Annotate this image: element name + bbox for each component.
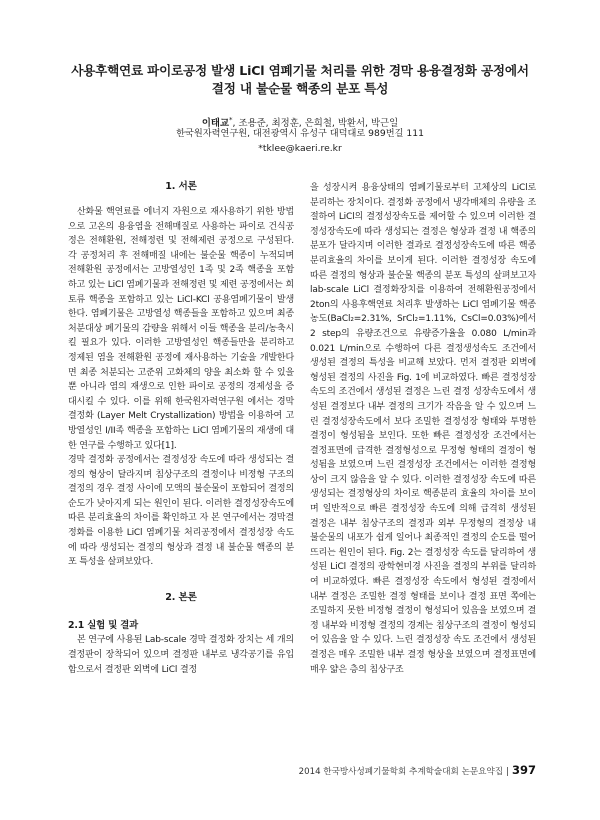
title-line-2: 결정 내 불순물 핵종의 분포 특성 <box>211 81 389 96</box>
section-heading-main: 2. 본론 <box>165 591 197 603</box>
co-authors: , 조용준, 최정훈, 은희철, 박환서, 박근일 <box>232 118 399 130</box>
footer-separator: | <box>506 767 509 777</box>
paper-title <box>40 62 560 98</box>
left-column <box>68 180 294 677</box>
experiment-paragraph-continued: 을 성장시켜 용융상태의 염폐기물로부터 고체상의 LiCl로 분리하는 장치이다. 결정화 공정에서 냉각매체의 유량을 조절하여 LiCl의 결정성장속도를 제어할 수 있으며 이러한 결정성장속도에 따라 생성되는 결정은 형상과 결정 내 핵종의 분포가 달라지며 이러한 결과로 결정성장속도에 따른 핵종분리효율의 차이를 보이게 된다. 이러한 결정성장 속도에 따른 결정의 형상과 불순물 핵종의 분포 특성의 살펴보고자 lab-scale LiCl 결정화장치를 이용하여 전해환원공정에서 2ton의 사용후핵연료 처리후 발생하는 LiCl 염폐기물 핵종농도(BaCl₂=2.31%, SrCl₂=1.11%, CsCl=0.03%)에서 2 step의 유량조건으로 유량증가율을 0.080 L/min과 0.021 L/min으로 수행하여 다른 결정생성속도 조건에서 생성된 결정의 특성을 비교해 보았다. 먼저 결정판 외벽에 형성된 결정의 사진을 Fig. 1에 비교하였다. 빠른 결정성장 속도의 조건에서 생성된 결정은 느린 결정 성장속도에서 생성된 결정보다 내부 결정의 크기가 작음을 알 수 있으며 느린 결정성장속도에서 보다 조밀한 결정성장 형태와 투명한 결정이 형성됨을 보인다. 또한 빠른 결정성장 조건에서는 결정표면에 급격한 결정형성으로 무정형 형태의 결정이 형성됨을 보였으며 느린 결정성장 조건에서는 이러한 결정형상이 크지 않음을 알 수 있다. 이러한 결정성장 속도에 따른 생성되는 결정형상의 차이로 핵종분리 효율의 차이를 보이며 일반적으로 빠른 결정성장 속도에 의해 급격히 생성된 결정은 내부 침상구조의 결정과 외부 무정형의 결정상 내 불순물의 내포가 쉽게 일어나 최종적인 결정의 순도를 떨어뜨리는 원인이 된다. Fig. 2는 결정성장 속도를 달리하여 생성된 LiCl 결정의 광학현미경 사진을 결정의 부위를 달리하여 비교하였다. 빠른 결정성장 속도에서 형성된 결정에서 내부 결정은 조밀한 결정 형태를 보이나 결정 표면 쪽에는 조밀하지 못한 비정형 결정이 형성되어 있음을 보였으며 결정 내부와 비정형 결정의 경계는 침상구조의 결정이 형성되어 있음을 알 수 있다. 느린 결정성장 속도 조건에서 생성된 결정은 매우 조밀한 내부 결정 형상을 보였으며 결정표면에 매우 얇은 층의 침상구조 <box>310 183 536 675</box>
subsection-heading-experiment: 2.1 실험 및 결과 <box>68 619 139 631</box>
intro-paragraph-1: 산화물 핵연료를 에너지 자원으로 재사용하기 위한 방법으로 고온의 용융염을 전해매질로 사용하는 파이로 건식공정은 전해환원, 전해정련 및 전해제련 공정으로 구성된다. 각 공정처리 후 전해매질 내에는 불순물 핵종이 누적되며 전해환원 공정에서는 고방열성인 1족 및 2족 핵종을 포함하고 있는 LiCl 염폐기물과 전해정련 및 제련 공정에서는 희토류 핵종을 포함하고 있는 LiCl-KCl 공용염폐기물이 발생한다. 염폐기물은 고방열성 핵종들을 포함하고 있으며 최종 처분대상 폐기물의 감량을 위해서 이들 핵종을 분리/농축시킬 필요가 있다. 이러한 고방열성인 핵종들만을 분리하고 정제된 염을 전해환원 공정에 재사용하는 기술을 개발한다면 최종 처분되는 고준위 고화체의 양을 최소화 할 수 있을 뿐 아니라 염의 재생으로 인한 파이로 공정의 경제성을 증대시킬 수 있다. 이를 위해 한국원자력연구원 에서는 경막 결정화 (Layer Melt Crystallization) 방법을 이용하여 고방열성인 I/II족 핵종을 포함하는 LiCl 염폐기물의 재생에 대한 연구를 수행하고 있다[1]. <box>68 207 294 451</box>
right-column <box>310 181 536 677</box>
intro-paragraph-2: 경막 결정화 공정에서는 결정성장 속도에 따라 생성되는 결정의 형상이 달라지며 침상구조의 결정이나 비정형 구조의 결정의 경우 결정 사이에 모액의 불순물이 포함되어 결정의 순도가 낮아지게 되는 원인이 된다. 이러한 결정성장속도에 따른 분리효율의 차이를 확인하고 자 본 연구에서는 경막결정화를 이용한 LiCl 염폐기물 처리공정에서 결정성장 속도에 따라 생성되는 결정의 형상과 결정 내 불순물 핵종의 분포 특성을 살펴보았다. <box>68 455 294 568</box>
corresponding-mark: * <box>229 116 233 124</box>
lead-author: 이태교 <box>201 118 229 130</box>
experiment-paragraph-1: 본 연구에 사용된 Lab-scale 경막 결정화 장치는 세 개의 결정판이 장착되어 있으며 결정판 내부로 냉각공기를 유입함으로서 결정판 외벽에 LiCl 결정 <box>68 635 294 675</box>
corresponding-email: *tklee@kaeri.re.kr <box>258 143 342 154</box>
page-number: 397 <box>511 763 536 777</box>
footer-proceedings: 2014 한국방사성폐기물학회 추계학술대회 논문요약집 <box>298 767 504 777</box>
affiliation: 한국원자력연구원, 대전광역시 유성구 대덕대로 989번길 111 <box>176 128 424 139</box>
section-heading-introduction: 1. 서론 <box>165 181 197 192</box>
page-footer <box>299 763 536 777</box>
title-line-1: 사용후핵연료 파이로공정 발생 LiCl 염폐기물 처리를 위한 경막 용융결정화 공정에서 <box>71 63 529 78</box>
